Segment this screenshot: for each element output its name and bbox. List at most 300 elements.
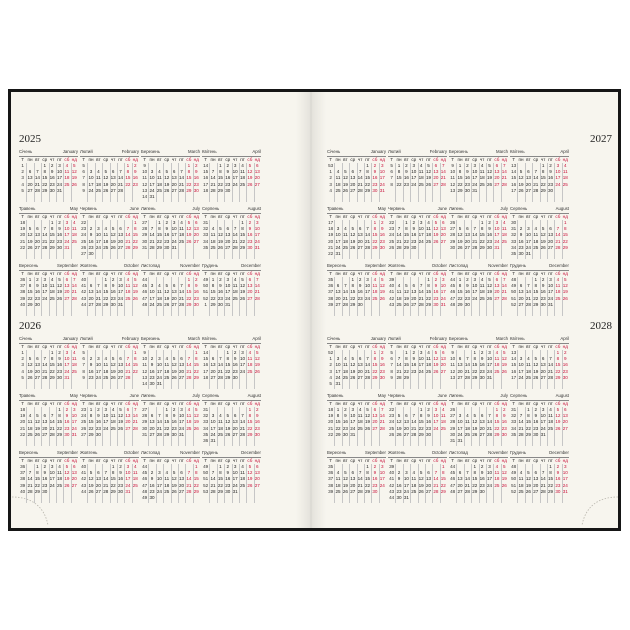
day-cell: 12 <box>486 169 493 175</box>
week-number: 2 <box>21 356 24 362</box>
week-number: 49 <box>142 495 148 500</box>
month-header <box>141 206 200 212</box>
day-cell: 30 <box>34 301 40 307</box>
day-cell: 20 <box>464 238 470 244</box>
weekday-label: пт <box>487 271 492 276</box>
week-number: 8 <box>390 368 393 374</box>
day-cell: 24 <box>210 431 216 437</box>
day-cell: 9 <box>226 470 230 476</box>
day-cell: 5 <box>172 356 176 362</box>
week-number: 5 <box>329 381 332 386</box>
day-cell: 12 <box>117 413 124 419</box>
weekday-label: пн <box>457 344 463 349</box>
week-number: 15 <box>511 175 517 181</box>
day-cell: 17 <box>64 232 70 238</box>
day-cell: 10 <box>364 283 371 289</box>
day-cell: 29 <box>34 488 40 494</box>
day-cell: 27 <box>440 238 446 244</box>
month-header <box>449 450 508 456</box>
month-name-en: March <box>188 336 200 341</box>
week-number: 44 <box>450 277 456 282</box>
day-cell: 23 <box>425 425 432 431</box>
day-cell: 25 <box>217 431 223 437</box>
week-number: 47 <box>142 295 148 301</box>
day-cell: 15 <box>547 476 554 482</box>
day-cell: 5 <box>427 163 430 168</box>
day-cell: 19 <box>56 289 63 295</box>
day-cell: 11 <box>465 419 470 425</box>
weekday-label: сб <box>372 458 378 463</box>
day-cell: 25 <box>357 425 363 431</box>
month-header <box>388 336 447 342</box>
day-cell: 14 <box>132 413 138 419</box>
day-cell: 7 <box>180 169 183 175</box>
day-cell: 14 <box>217 362 223 368</box>
weekday-label: нд <box>562 214 568 219</box>
day-cell: 29 <box>562 244 568 250</box>
week-number: 8 <box>82 181 85 187</box>
day-cell: 15 <box>472 476 478 482</box>
weekday-label: нд <box>132 458 138 463</box>
day-cell: 31 <box>494 244 500 250</box>
month-header <box>510 393 569 399</box>
day-cell: 3 <box>158 470 161 476</box>
weekday-label: Т <box>143 344 147 349</box>
weekday-label: ср <box>225 401 231 406</box>
day-cell: 1 <box>194 350 198 355</box>
week-number: 45 <box>142 470 148 476</box>
month-name-ua: Серпень <box>510 393 528 398</box>
day-cell: 3 <box>172 220 176 225</box>
day-cell: 9 <box>219 283 222 289</box>
month-july <box>449 206 508 259</box>
day-cell: 16 <box>49 175 55 181</box>
week-number: 49 <box>203 277 209 282</box>
day-cell: 25 <box>71 368 77 374</box>
month-june <box>388 206 447 259</box>
month-february <box>80 336 139 389</box>
day-cell: 4 <box>72 220 76 225</box>
day-cell: 3 <box>104 407 108 412</box>
day-cell: 14 <box>357 175 363 181</box>
month-header <box>388 263 447 269</box>
year-title: 2028 <box>590 320 612 332</box>
day-cell: 24 <box>64 368 70 374</box>
week-number: 3 <box>21 362 24 368</box>
day-cell: 15 <box>494 419 500 425</box>
day-cell: 10 <box>103 413 109 419</box>
weekday-label: сб <box>372 157 378 162</box>
day-cell: 10 <box>486 356 493 362</box>
day-cell: 13 <box>357 362 363 368</box>
day-cell: 19 <box>247 476 253 482</box>
day-cell: 11 <box>548 413 553 419</box>
day-cell: 29 <box>403 244 409 250</box>
day-cell: 10 <box>171 226 177 232</box>
week-number: 9 <box>451 350 454 355</box>
day-cell: 21 <box>27 482 33 488</box>
week-number: 35 <box>511 251 517 256</box>
day-cell: 29 <box>49 374 55 380</box>
week-number: 48 <box>142 301 148 307</box>
day-cell: 25 <box>164 374 170 380</box>
month-january <box>327 336 386 389</box>
day-cell: 30 <box>518 251 524 256</box>
day-cell: 23 <box>372 181 378 187</box>
weekday-label: вт <box>35 271 40 276</box>
month-header <box>202 336 261 342</box>
month-march <box>449 149 508 202</box>
day-cell: 16 <box>562 362 568 368</box>
day-cell: 26 <box>350 374 356 380</box>
week-number: 7 <box>82 175 85 181</box>
day-cell: 31 <box>232 488 238 494</box>
weekday-label: ср <box>533 214 539 219</box>
day-cell: 1 <box>158 220 161 225</box>
day-cell: 4 <box>502 220 506 225</box>
day-cell: 5 <box>473 413 477 419</box>
day-cell: 25 <box>210 244 216 250</box>
day-cell: 3 <box>150 169 154 175</box>
day-cell: 18 <box>335 181 341 187</box>
year-title: 2026 <box>19 320 41 332</box>
weekday-label: вт <box>526 458 531 463</box>
day-cell: 6 <box>358 356 362 362</box>
day-cell: 1 <box>473 350 477 355</box>
day-cell: 22 <box>42 181 48 187</box>
week-number: 16 <box>511 368 517 374</box>
weekday-label: пт <box>179 271 184 276</box>
day-cell: 21 <box>501 175 507 181</box>
day-cell: 9 <box>165 226 169 232</box>
day-cell: 11 <box>526 362 531 368</box>
week-number: 15 <box>203 356 209 362</box>
day-cell: 17 <box>149 295 155 301</box>
day-cell: 31 <box>254 244 260 250</box>
day-cell: 19 <box>433 362 439 368</box>
day-cell: 13 <box>494 283 500 289</box>
day-cell: 12 <box>247 470 253 476</box>
week-number: 20 <box>328 238 334 244</box>
day-cell: 8 <box>405 356 408 362</box>
day-cell: 2 <box>233 350 237 355</box>
day-cell: 13 <box>547 232 554 238</box>
day-cell: 28 <box>396 244 402 250</box>
day-cell: 27 <box>479 431 485 437</box>
day-cell: 4 <box>563 163 567 168</box>
month-name-ua: Травень <box>19 393 36 398</box>
day-cell: 3 <box>405 470 408 476</box>
day-cell: 26 <box>254 368 260 374</box>
day-cell: 18 <box>357 419 363 425</box>
weekday-label: нд <box>193 157 199 162</box>
day-cell: 17 <box>364 289 371 295</box>
day-cell: 11 <box>103 362 109 368</box>
day-cell: 26 <box>457 244 463 250</box>
day-cell: 20 <box>440 232 446 238</box>
day-cell: 4 <box>158 283 161 289</box>
weekday-label: нд <box>193 214 199 219</box>
week-number: 25 <box>81 238 87 244</box>
day-cell: 22 <box>547 482 554 488</box>
day-cell: 17 <box>457 425 463 431</box>
weekday-label: Т <box>143 401 147 406</box>
day-cell: 9 <box>194 169 198 175</box>
day-cell: 13 <box>225 232 231 238</box>
day-cell: 19 <box>518 181 524 187</box>
day-cell: 24 <box>403 488 409 494</box>
day-cell: 2 <box>58 350 61 355</box>
day-cell: 18 <box>494 476 500 482</box>
week-number: 14 <box>511 169 517 175</box>
weekday-label: нд <box>193 271 199 276</box>
day-cell: 4 <box>466 413 469 419</box>
day-cell: 13 <box>425 476 432 482</box>
week-number: 17 <box>203 368 209 374</box>
month-header <box>388 450 447 456</box>
day-cell: 14 <box>210 476 216 482</box>
day-cell: 21 <box>103 482 109 488</box>
day-cell: 14 <box>379 413 385 419</box>
week-number: 6 <box>390 356 393 362</box>
day-cell: 28 <box>186 488 192 494</box>
weekday-label: сб <box>125 214 131 219</box>
day-cell: 25 <box>125 295 131 301</box>
day-cell: 10 <box>254 226 260 232</box>
day-cell: 13 <box>533 476 539 482</box>
weekday-label: пн <box>27 344 33 349</box>
day-cell: 29 <box>217 488 223 494</box>
day-cell: 3 <box>519 356 523 362</box>
day-cell: 7 <box>397 356 401 362</box>
day-cell: 27 <box>125 425 131 431</box>
day-cell: 25 <box>110 425 116 431</box>
day-cell: 19 <box>171 482 177 488</box>
day-cell: 5 <box>165 169 169 175</box>
day-cell: 8 <box>187 169 191 175</box>
day-cell: 14 <box>518 419 524 425</box>
day-cell: 9 <box>519 232 523 238</box>
day-cell: 6 <box>441 350 445 355</box>
day-cell: 23 <box>217 295 223 301</box>
month-header <box>80 263 139 269</box>
day-cell: 1 <box>556 350 560 355</box>
month-november <box>141 263 200 316</box>
day-cell: 9 <box>43 470 47 476</box>
day-cell: 9 <box>427 413 430 419</box>
week-number: 48 <box>450 488 456 494</box>
weekday-label: пн <box>518 344 524 349</box>
day-cell: 1 <box>226 350 230 355</box>
day-cell: 1 <box>495 407 499 412</box>
day-cell: 25 <box>239 181 246 187</box>
month-name-ua: Липень <box>141 393 156 398</box>
day-cell: 6 <box>28 169 32 175</box>
weekday-label: пт <box>57 458 62 463</box>
day-cell: 17 <box>95 238 101 244</box>
day-cell: 18 <box>95 181 101 187</box>
day-cell: 9 <box>541 283 545 289</box>
weekday-label: сб <box>494 458 500 463</box>
day-cell: 1 <box>480 220 484 225</box>
day-cell: 8 <box>219 169 222 175</box>
day-cell: 1 <box>427 277 430 282</box>
day-cell: 3 <box>412 163 416 168</box>
week-number: 4 <box>21 368 24 374</box>
day-cell: 15 <box>156 232 162 238</box>
month-june <box>80 206 139 259</box>
week-number: 9 <box>451 163 454 168</box>
day-cell: 28 <box>486 431 493 437</box>
month-name-ua: Червень <box>80 393 97 398</box>
month-name-ua: Травень <box>327 393 344 398</box>
weekday-label: Т <box>329 401 333 406</box>
day-cell: 12 <box>27 232 33 238</box>
day-cell: 3 <box>473 163 477 168</box>
day-cell: 20 <box>494 175 500 181</box>
weekday-label: чт <box>49 157 55 162</box>
month-name-en: December <box>241 450 261 455</box>
weekday-label: нд <box>501 344 507 349</box>
day-cell: 23 <box>56 238 63 244</box>
day-cell: 23 <box>225 482 231 488</box>
day-cell: 22 <box>440 482 446 488</box>
day-cell: 7 <box>541 470 545 476</box>
day-cell: 20 <box>171 181 177 187</box>
day-cell: 15 <box>42 175 48 181</box>
month-february <box>80 149 139 202</box>
day-cell: 27 <box>193 238 199 244</box>
day-cell: 26 <box>247 181 253 187</box>
day-cell: 21 <box>540 482 546 488</box>
week-number: 42 <box>81 476 87 482</box>
day-cell: 7 <box>412 413 416 419</box>
day-cell: 17 <box>95 368 101 374</box>
day-cell: 26 <box>34 431 40 437</box>
day-cell: 15 <box>372 362 378 368</box>
day-cell: 22 <box>225 368 231 374</box>
day-cell: 11 <box>518 476 524 482</box>
week-number: 9 <box>82 187 85 193</box>
day-cell: 21 <box>178 181 185 187</box>
day-cell: 3 <box>458 413 462 419</box>
day-cell: 8 <box>219 470 222 476</box>
day-cell: 21 <box>464 368 470 374</box>
day-cell: 29 <box>103 301 109 307</box>
week-number: 51 <box>511 295 517 301</box>
day-cell: 8 <box>248 413 252 419</box>
week-number: 33 <box>511 419 517 425</box>
day-cell: 27 <box>547 244 554 250</box>
day-cell: 30 <box>357 301 363 307</box>
day-cell: 2 <box>556 464 560 469</box>
day-cell: 29 <box>56 431 63 437</box>
day-cell: 22 <box>193 482 199 488</box>
week-number: 31 <box>511 226 517 232</box>
day-cell: 13 <box>350 175 356 181</box>
day-cell: 10 <box>418 356 424 362</box>
day-cell: 18 <box>64 175 70 181</box>
weekday-label: сб <box>494 271 500 276</box>
weekday-label: чт <box>418 458 424 463</box>
day-cell: 5 <box>194 407 198 412</box>
day-cell: 24 <box>232 181 238 187</box>
day-cell: 4 <box>97 169 100 175</box>
day-cell: 12 <box>501 356 507 362</box>
day-cell: 31 <box>486 374 493 380</box>
day-cell: 24 <box>335 374 341 380</box>
day-cell: 8 <box>165 413 169 419</box>
day-cell: 12 <box>379 283 385 289</box>
month-name-ua: Липень <box>449 206 464 211</box>
day-cell: 17 <box>418 232 424 238</box>
day-cell: 1 <box>527 407 530 412</box>
day-cell: 27 <box>210 374 216 380</box>
day-cell: 16 <box>411 232 417 238</box>
month-name-en: August <box>247 206 261 211</box>
day-cell: 16 <box>433 289 439 295</box>
day-cell: 12 <box>418 476 424 482</box>
day-cell: 19 <box>364 419 371 425</box>
day-cell: 10 <box>71 413 77 419</box>
weekday-label: нд <box>254 344 260 349</box>
day-cell: 28 <box>210 488 216 494</box>
weekday-label: сб <box>247 401 253 406</box>
day-cell: 10 <box>494 226 500 232</box>
weekday-label: чт <box>540 157 546 162</box>
day-cell: 9 <box>58 356 61 362</box>
day-cell: 9 <box>405 169 408 175</box>
day-cell: 18 <box>71 362 77 368</box>
day-cell: 8 <box>58 413 61 419</box>
week-number: 39 <box>328 301 334 307</box>
day-cell: 2 <box>194 163 198 168</box>
weekday-label: Т <box>204 401 208 406</box>
day-cell: 14 <box>547 362 554 368</box>
weekday-label: сб <box>247 271 253 276</box>
day-cell: 19 <box>88 482 94 488</box>
week-number: 37 <box>328 289 334 295</box>
day-cell: 13 <box>372 413 378 419</box>
day-cell: 29 <box>217 187 223 193</box>
day-cell: 12 <box>540 232 546 238</box>
day-cell: 2 <box>58 220 61 225</box>
day-cell: 5 <box>541 226 545 232</box>
day-cell: 15 <box>132 232 138 238</box>
day-cell: 22 <box>210 295 216 301</box>
day-cell: 26 <box>350 244 356 250</box>
day-cell: 21 <box>149 238 155 244</box>
day-cell: 22 <box>217 482 223 488</box>
day-cell: 15 <box>217 175 223 181</box>
day-cell: 1 <box>441 464 445 469</box>
day-cell: 7 <box>211 470 215 476</box>
day-cell: 29 <box>110 488 116 494</box>
day-cell: 16 <box>501 419 507 425</box>
day-cell: 24 <box>64 238 70 244</box>
weekday-label: сб <box>125 157 131 162</box>
weekday-label: вт <box>404 344 409 349</box>
month-name-en: November <box>488 263 508 268</box>
weekday-label: пн <box>149 458 155 463</box>
day-cell: 9 <box>412 356 416 362</box>
day-cell: 28 <box>464 374 470 380</box>
day-cell: 2 <box>380 220 384 225</box>
day-cell: 25 <box>71 238 77 244</box>
day-cell: 1 <box>133 220 137 225</box>
day-cell: 16 <box>479 362 485 368</box>
day-cell: 2 <box>344 407 347 412</box>
